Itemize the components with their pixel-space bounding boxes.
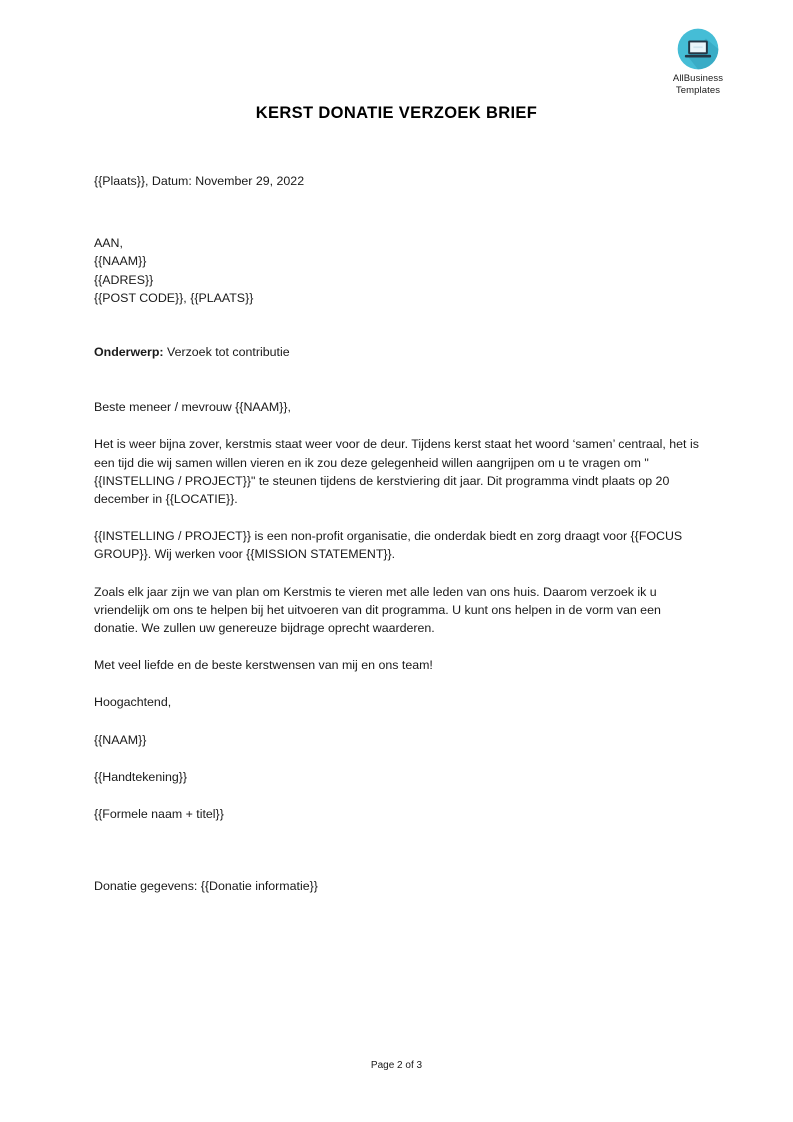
page-footer: Page 2 of 3 <box>370 1060 423 1071</box>
signature-name: {{NAAM}} <box>94 732 147 747</box>
page-title: KERST DONATIE VERZOEK BRIEF <box>255 104 538 122</box>
address-to: AAN, <box>94 236 123 251</box>
signature-formal-title: {{Formele naam + titel}} <box>94 807 224 822</box>
body-paragraph-4: Met veel liefde en de beste kerstwensen van mij en ons team! <box>94 658 433 673</box>
body-paragraph-1: Het is weer bijna zover, kerstmis staat weer voor de deur. Tijdens kerst staat het woord ‘samen’ centraal, het is een tijd die wij samen willen vieren en ik zou deze gelegenheid willen aangrijpen om u te vragen om "{{INSTELLING / PROJECT}}" te steunen tijdens de kerstviering dit jaar. Dit programma vindt plaats op 20 december in {{LOCATIE}}. <box>94 437 699 507</box>
brand-name-line2: Templates <box>675 84 721 96</box>
recipient-address-block <box>94 234 704 307</box>
address-name: {{NAAM}} <box>94 254 147 269</box>
greeting-line: Beste meneer / mevrouw {{NAAM}}, <box>94 400 291 415</box>
laptop-icon <box>677 28 719 70</box>
address-street: {{ADRES}} <box>94 272 154 287</box>
brand-logo-text <box>643 73 753 96</box>
subject-value: Verzoek tot contributie <box>163 345 290 360</box>
date-line: {{Plaats}}, Datum: November 29, 2022 <box>94 174 305 188</box>
brand-name-line1: AllBusiness <box>672 73 724 84</box>
signature-handwriting: {{Handtekening}} <box>94 769 188 784</box>
subject-line <box>94 343 704 361</box>
donation-details-line: Donatie gegevens: {{Donatie informatie}} <box>94 879 318 894</box>
body-paragraph-3: Zoals elk jaar zijn we van plan om Kerstmis te vieren met alle leden van ons huis. Daarom verzoek ik u vriendelijk om ons te helpen bij het uitvoeren van dit programma. U kunt ons helpen in de vorm van een donatie. We zullen uw genereuze bijdrage oprecht waarderen. <box>94 584 661 636</box>
subject-label: Onderwerp: <box>94 345 164 360</box>
body-paragraph-2: {{INSTELLING / PROJECT}} is een non-profit organisatie, die onderdak biedt en zorg draagt voor {{FOCUS GROUP}}. Wij werken voor {{MISSION STATEMENT}}. <box>94 529 683 562</box>
document-body <box>94 172 704 895</box>
closing-line: Hoogachtend, <box>94 695 172 710</box>
address-city: {{POST CODE}}, {{PLAATS}} <box>94 290 254 305</box>
brand-logo <box>643 28 753 96</box>
